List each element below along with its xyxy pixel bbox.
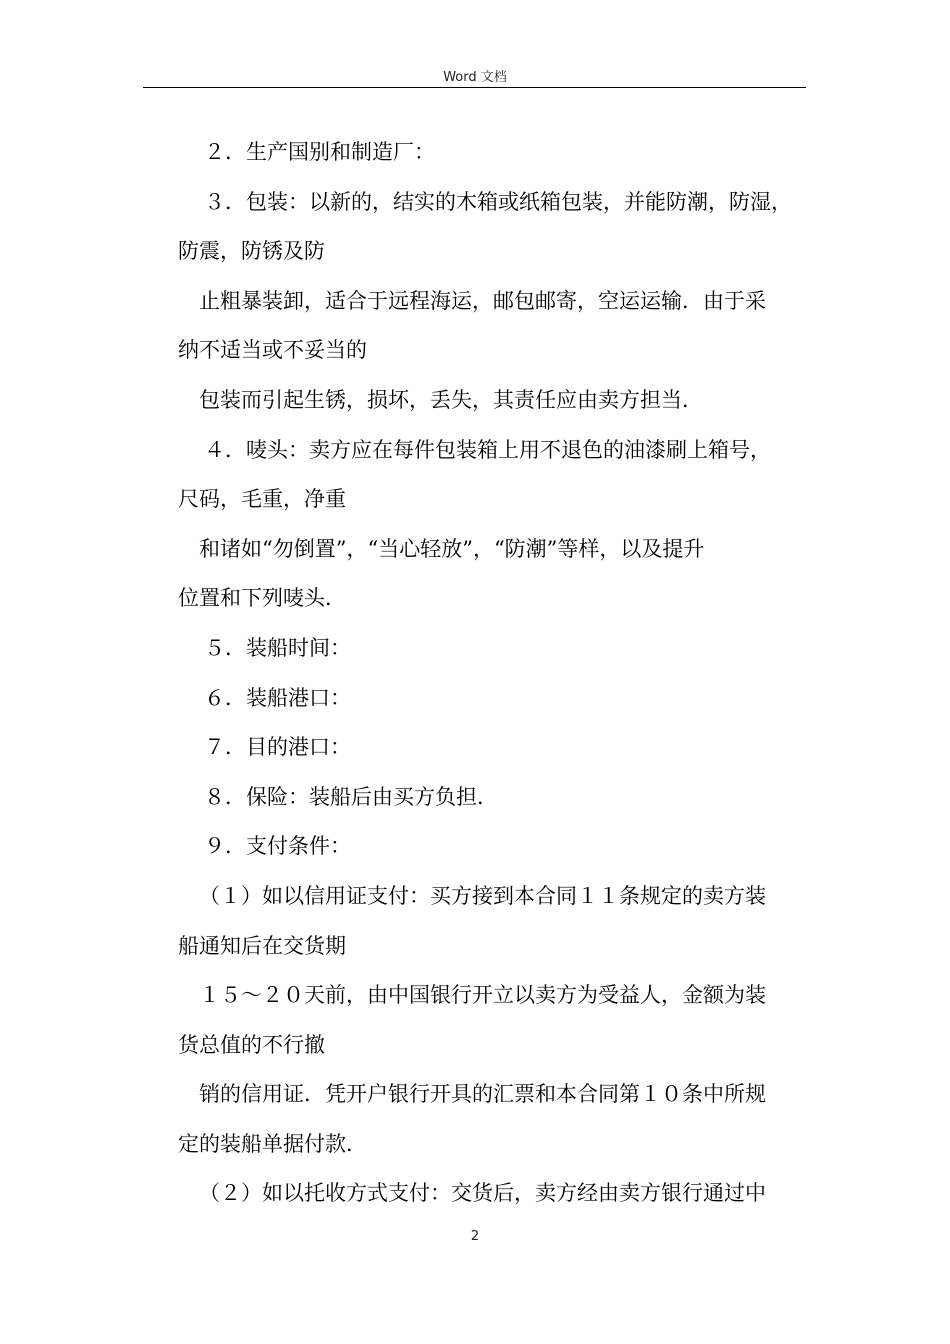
header-divider [143, 87, 806, 88]
text-line: 定的装船单据付款． [178, 1131, 367, 1156]
document-body [178, 128, 808, 1219]
text-line: 位置和下列唛头． [178, 586, 346, 611]
page-number: 2 [470, 1229, 480, 1244]
text-line: （２）如以托收方式支付：交货后，卖方经由卖方银行通过中 [199, 1181, 766, 1206]
text-line: 船通知后在交货期 [178, 933, 346, 958]
text-line: ５．装船时间： [204, 635, 351, 660]
text-line: ３．包装：以新的，结实的木箱或纸箱包装，并能防潮，防湿， [204, 189, 792, 214]
text-line: １５～２０天前，由中国银行开立以卖方为受益人，金额为装 [199, 983, 766, 1008]
text-line: ４．唛头：卖方应在每件包装箱上用不退色的油漆刷上箱号， [204, 437, 771, 462]
text-line: ６．装船港口： [204, 685, 351, 710]
text-line: 尺码，毛重，净重 [178, 487, 346, 512]
text-line: 纳不适当或不妥当的 [178, 338, 367, 363]
text-line: 货总值的不行撤 [178, 1032, 325, 1057]
text-line: ７．目的港口： [204, 735, 351, 760]
page-header: Word 文档 [443, 70, 507, 85]
text-line: 和诸如“勿倒置”，“当心轻放”，“防潮”等样，以及提升 [199, 536, 705, 561]
text-line: （１）如以信用证支付：买方接到本合同１１条规定的卖方装 [199, 883, 766, 908]
text-line: ９．支付条件： [204, 834, 351, 859]
text-line: ８．保险：装船后由买方负担． [204, 784, 498, 809]
text-line: ２．生产国别和制造厂： [204, 140, 435, 164]
text-line: 包装而引起生锈，损坏，丢失，其责任应由卖方担当． [199, 387, 703, 412]
text-line: 防震，防锈及防 [178, 239, 325, 264]
text-line: 销的信用证．凭开户银行开具的汇票和本合同第１０条中所规 [199, 1082, 766, 1107]
text-line: 止粗暴装卸，适合于远程海运，邮包邮寄，空运运输．由于采 [199, 288, 766, 313]
